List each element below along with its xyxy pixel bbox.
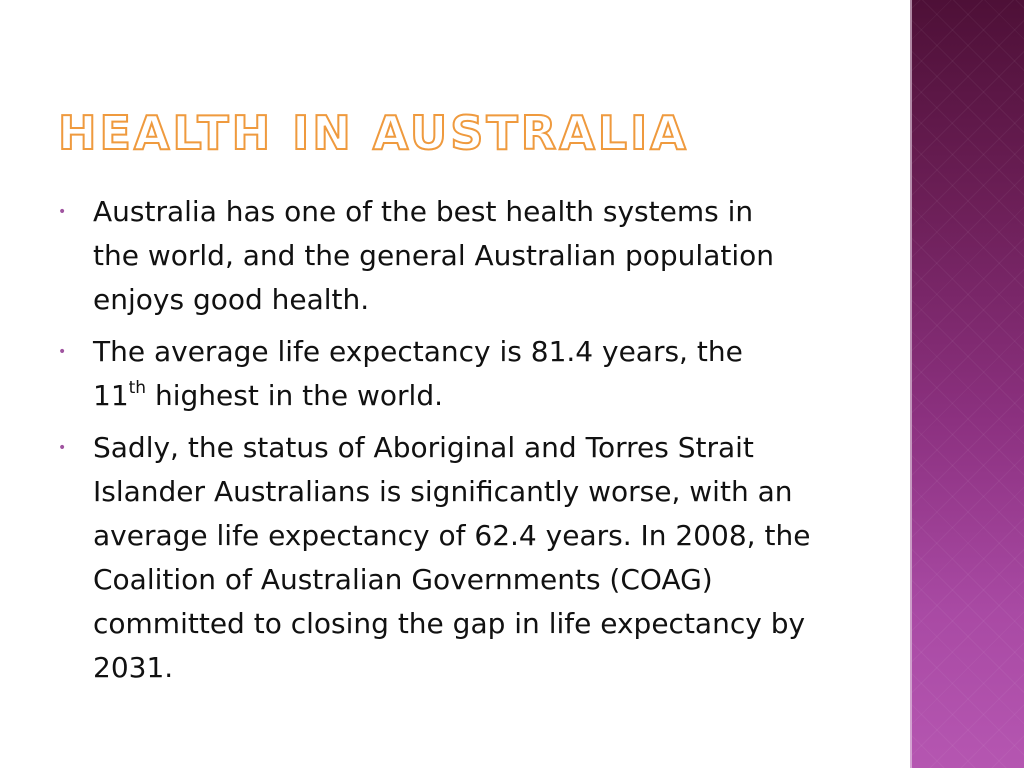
bullet-text (93, 335, 743, 412)
bullet-icon: • (58, 440, 67, 456)
bullet-item-life-expectancy (58, 330, 793, 418)
slide-title: HEALTH IN AUSTRALIA (58, 106, 689, 160)
bullet-icon: • (58, 344, 67, 360)
bullet-icon: • (58, 204, 67, 220)
bullet-text: Sadly, the status of Aboriginal and Torres Strait Islander Australians is significantly worse, with an average life expectancy of 62.4 years. In 2008, the Coalition of Australian Governments (COAG) committed to closing the gap in life expectancy by 2031. (93, 431, 811, 684)
bullet-text: Australia has one of the best health systems in the world, and the general Australian population enjoys good health. (93, 195, 774, 316)
bullet-item-health-systems (58, 190, 803, 322)
decorative-side-band (912, 0, 1024, 768)
bullet-item-aboriginal-status (58, 426, 828, 690)
bullet-text-part: highest in the world. (146, 379, 444, 412)
bullet-list (58, 190, 858, 698)
superscript-ordinal: th (128, 378, 147, 398)
bullet-text-part: The average life expectancy is 81.4 years, the 11 (93, 335, 743, 412)
